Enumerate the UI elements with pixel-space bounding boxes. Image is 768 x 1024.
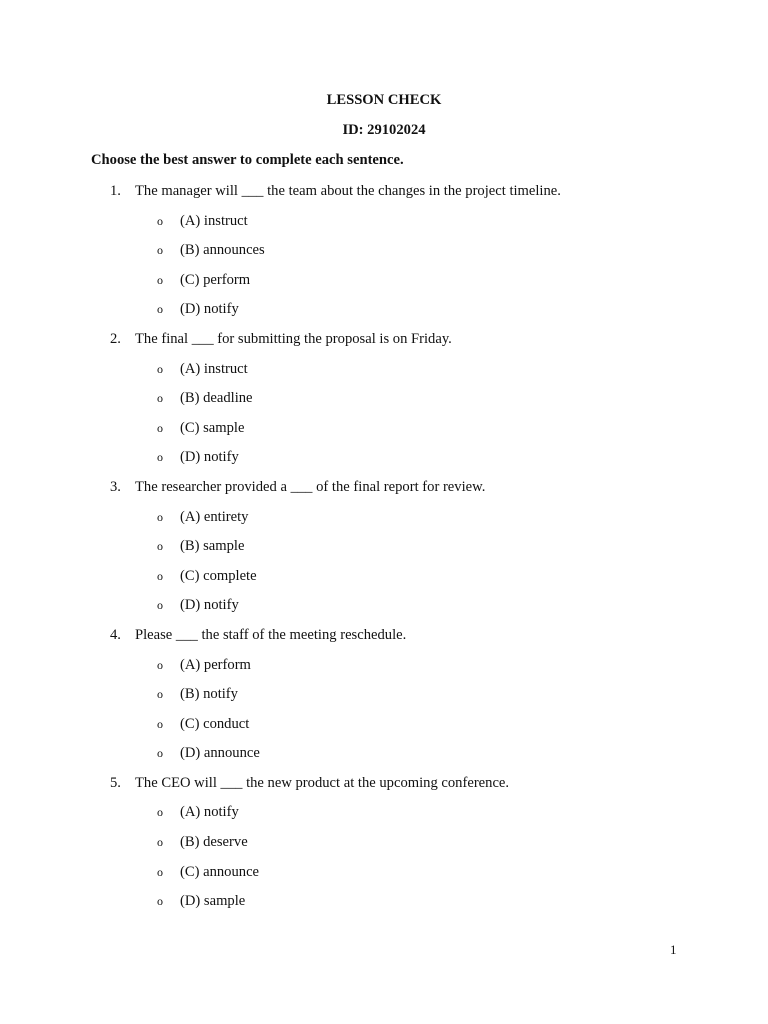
question-number: 5. bbox=[110, 774, 121, 791]
question-text: The CEO will ___ the new product at the upcoming conference. bbox=[135, 774, 510, 791]
option-3a bbox=[0, 507, 768, 537]
question-text: Please ___ the staff of the meeting reschedule. bbox=[135, 626, 407, 643]
option-text: (C) perform bbox=[180, 271, 251, 288]
option-text: (D) notify bbox=[180, 301, 239, 318]
option-text: (B) sample bbox=[180, 538, 245, 555]
option-3c bbox=[0, 566, 768, 596]
option-text: (A) notify bbox=[180, 804, 239, 821]
bullet-icon: o bbox=[157, 805, 163, 820]
bullet-icon: o bbox=[157, 302, 163, 317]
question-number: 2. bbox=[110, 330, 121, 347]
question-text: The final ___ for submitting the proposal is on Friday. bbox=[135, 330, 452, 347]
option-text: (B) notify bbox=[180, 686, 238, 703]
option-text: (A) instruct bbox=[180, 360, 248, 377]
question-list bbox=[0, 181, 768, 921]
option-text: (B) announces bbox=[180, 242, 265, 259]
document-title: LESSON CHECK bbox=[326, 92, 442, 108]
bullet-icon: o bbox=[157, 864, 163, 879]
option-4c bbox=[0, 714, 768, 744]
bullet-icon: o bbox=[157, 272, 163, 287]
question-number: 4. bbox=[110, 626, 121, 643]
option-text: (C) announce bbox=[180, 863, 260, 880]
option-text: (D) notify bbox=[180, 449, 239, 466]
bullet-icon: o bbox=[157, 746, 163, 761]
bullet-icon: o bbox=[157, 598, 163, 613]
option-4b bbox=[0, 684, 768, 714]
bullet-icon: o bbox=[157, 568, 163, 583]
question-number: 3. bbox=[110, 478, 121, 495]
question-5 bbox=[0, 773, 768, 803]
bullet-icon: o bbox=[157, 509, 163, 524]
option-text: (D) announce bbox=[180, 745, 260, 762]
option-5a bbox=[0, 802, 768, 832]
option-2b bbox=[0, 388, 768, 418]
option-5d bbox=[0, 891, 768, 921]
option-1a bbox=[0, 211, 768, 241]
option-4d bbox=[0, 743, 768, 773]
bullet-icon: o bbox=[157, 835, 163, 850]
option-5b bbox=[0, 832, 768, 862]
option-1b bbox=[0, 240, 768, 270]
option-3b bbox=[0, 536, 768, 566]
bullet-icon: o bbox=[157, 391, 163, 406]
option-2c bbox=[0, 418, 768, 448]
option-text: (A) instruct bbox=[180, 212, 248, 229]
bullet-icon: o bbox=[157, 657, 163, 672]
option-text: (A) entirety bbox=[180, 508, 249, 525]
instructions-text: Choose the best answer to complete each sentence. bbox=[91, 152, 404, 168]
option-text: (D) notify bbox=[180, 597, 239, 614]
bullet-icon: o bbox=[157, 687, 163, 702]
bullet-icon: o bbox=[157, 213, 163, 228]
option-text: (C) conduct bbox=[180, 715, 250, 732]
option-5c bbox=[0, 862, 768, 892]
question-text: The researcher provided a ___ of the final report for review. bbox=[135, 478, 486, 495]
option-4a bbox=[0, 655, 768, 685]
option-text: (C) complete bbox=[180, 567, 257, 584]
bullet-icon: o bbox=[157, 539, 163, 554]
document-id: ID: 29102024 bbox=[342, 122, 426, 138]
option-3d bbox=[0, 595, 768, 625]
option-text: (B) deadline bbox=[180, 390, 253, 407]
page-number: 1 bbox=[670, 942, 677, 957]
option-2d bbox=[0, 447, 768, 477]
option-2a bbox=[0, 359, 768, 389]
option-1d bbox=[0, 299, 768, 329]
bullet-icon: o bbox=[157, 361, 163, 376]
option-1c bbox=[0, 270, 768, 300]
question-3 bbox=[0, 477, 768, 507]
question-number: 1. bbox=[110, 183, 121, 199]
bullet-icon: o bbox=[157, 716, 163, 731]
question-4 bbox=[0, 625, 768, 655]
bullet-icon: o bbox=[157, 450, 163, 465]
option-text: (A) perform bbox=[180, 656, 251, 673]
option-text: (B) deserve bbox=[180, 834, 248, 851]
option-text: (C) sample bbox=[180, 419, 245, 436]
question-1 bbox=[0, 181, 768, 211]
bullet-icon: o bbox=[157, 894, 163, 909]
bullet-icon: o bbox=[157, 420, 163, 435]
question-2 bbox=[0, 329, 768, 359]
question-text: The manager will ___ the team about the changes in the project timeline. bbox=[135, 183, 561, 199]
option-text: (D) sample bbox=[180, 893, 246, 910]
bullet-icon: o bbox=[157, 243, 163, 258]
